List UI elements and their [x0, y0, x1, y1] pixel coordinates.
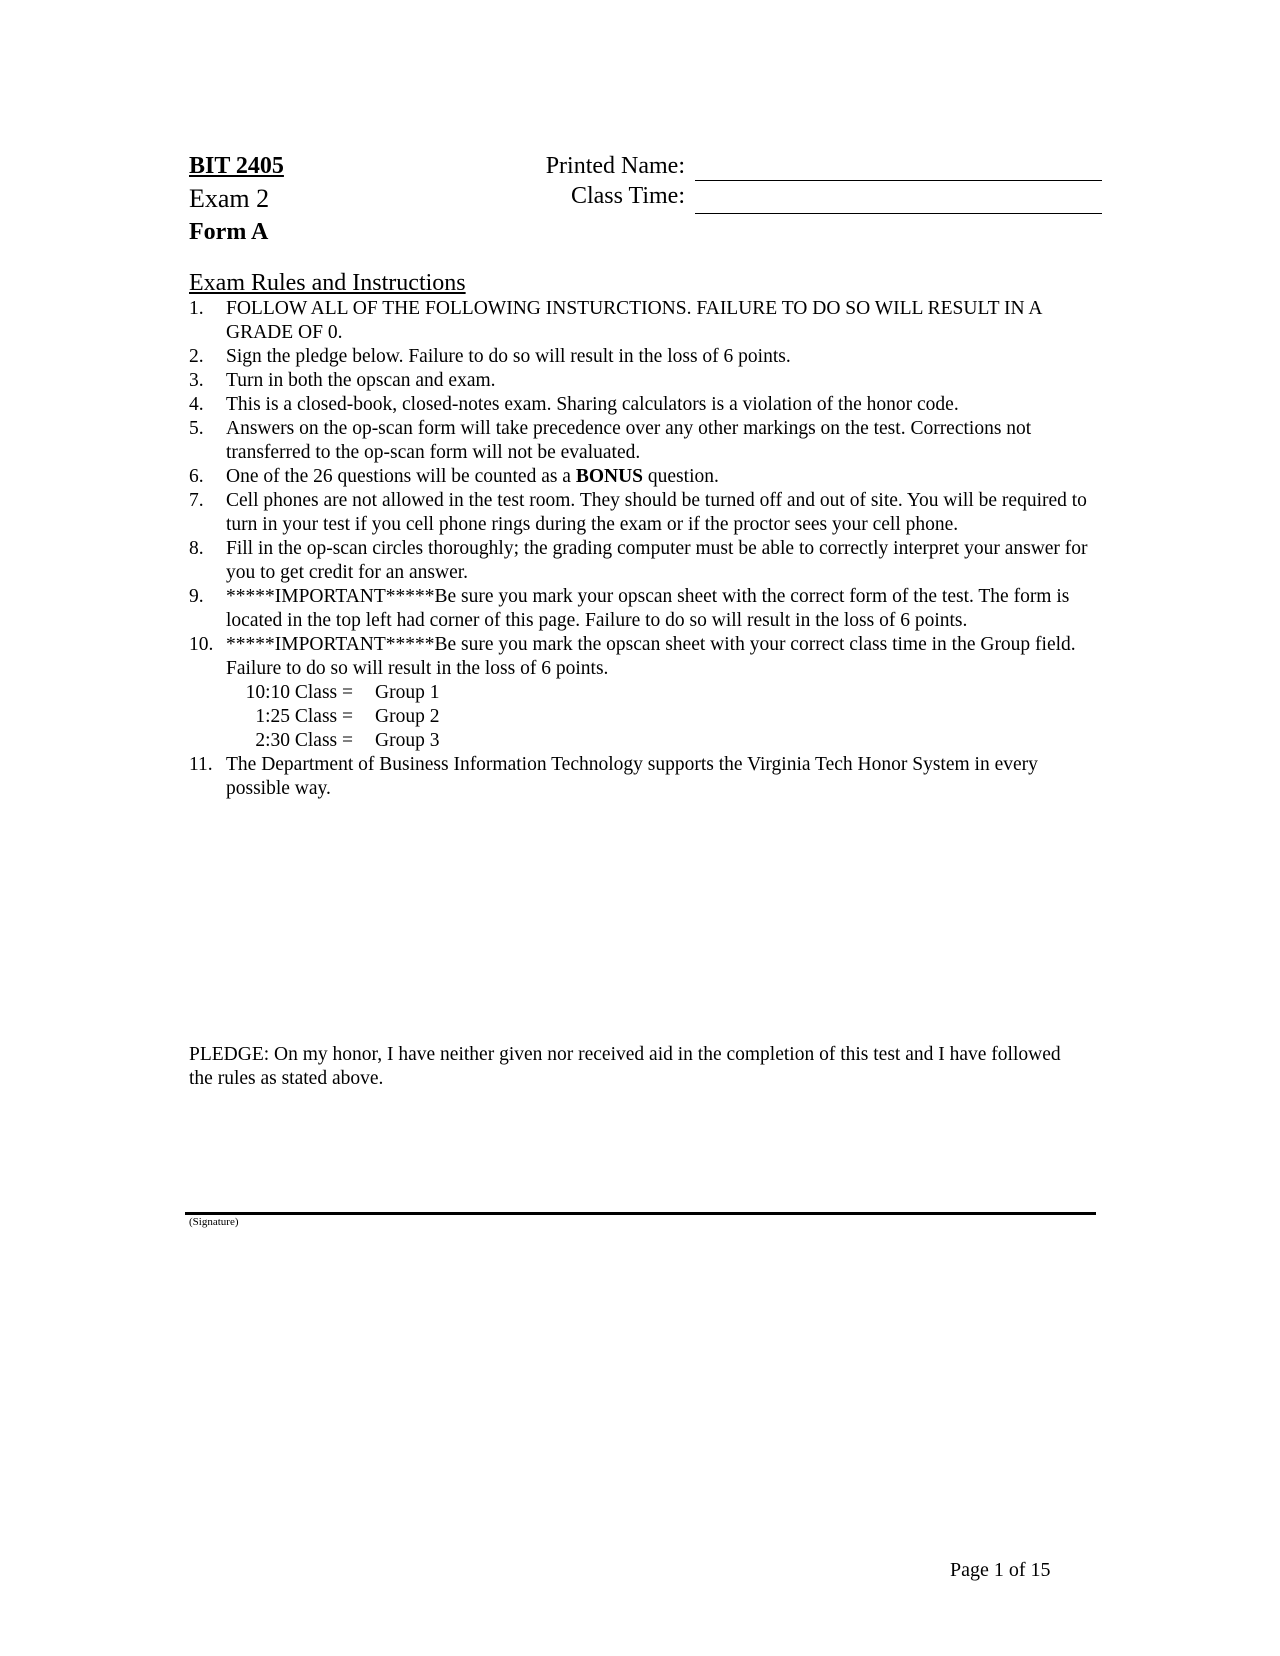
rule-text: This is a closed-book, closed-notes exam. Sharing calculators is a violation of the honor code. — [226, 394, 959, 415]
rule-text: FOLLOW ALL OF THE FOLLOWING INSTURCTIONS. FAILURE TO DO SO WILL RESULT IN A GRADE OF 0. — [226, 298, 1042, 343]
rule-item — [189, 633, 1094, 681]
rule-number: 6. — [189, 466, 204, 487]
group-cell: Group 1 — [375, 682, 440, 703]
rule-text: The Department of Business Information Technology supports the Virginia Tech Honor System in every possible way. — [226, 754, 1038, 799]
bonus-emphasis: BONUS — [575, 466, 644, 487]
rule-text — [226, 465, 1094, 489]
rule-text: *****IMPORTANT*****Be sure you mark your opscan sheet with the correct form of the test. The form is located in the top left had corner of this page. Failure to do so will result in the loss of 6 points. — [226, 586, 1070, 631]
rule-number: 11. — [189, 754, 213, 775]
course-code: BIT 2405 — [189, 153, 284, 179]
signature-label: (Signature) — [189, 1216, 239, 1228]
rule-item — [189, 345, 1094, 369]
exam-name: Exam 2 — [189, 184, 270, 213]
rule-text-part: One of the 26 questions will be counted as a — [226, 466, 576, 487]
signature-line — [185, 1212, 1096, 1215]
class-time-line — [695, 213, 1102, 214]
rule-text: Fill in the op-scan circles thoroughly; the grading computer must be able to correctly interpret your answer for you to get credit for an answer. — [226, 538, 1088, 583]
rules-heading: Exam Rules and Instructions — [189, 270, 466, 296]
rule-text: Sign the pledge below. Failure to do so will result in the loss of 6 points. — [226, 346, 791, 367]
rule-text-part: question. — [643, 466, 719, 487]
rule-item — [189, 369, 1094, 393]
page-number: Page 1 of 15 — [950, 1559, 1051, 1581]
rule-number: 2. — [189, 346, 204, 367]
class-time-cell: 10:10 Class = — [245, 682, 353, 703]
rule-number: 4. — [189, 394, 204, 415]
rule-number: 5. — [189, 418, 204, 439]
rule-item — [189, 297, 1094, 345]
rule-item — [189, 489, 1094, 537]
honor-pledge: PLEDGE: On my honor, I have neither given nor received aid in the completion of this test and I have followed the rules as stated above. — [189, 1044, 1061, 1089]
rule-number: 8. — [189, 538, 204, 559]
group-cell: Group 3 — [375, 730, 440, 751]
printed-name-label: Printed Name: — [545, 153, 685, 179]
printed-name-line — [695, 180, 1102, 181]
class-group-row — [226, 681, 439, 705]
rule-item — [189, 753, 1094, 801]
class-group-table — [226, 681, 439, 753]
class-group-row — [226, 729, 439, 753]
class-time-cell: 1:25 Class = — [255, 706, 353, 727]
rule-text: *****IMPORTANT*****Be sure you mark the opscan sheet with your correct class time in the Group field. Failure to do so will result in the loss of 6 points. — [226, 634, 1076, 679]
class-group-row — [226, 705, 439, 729]
rule-item — [189, 417, 1094, 465]
group-cell: Group 2 — [375, 706, 440, 727]
rules-list — [189, 297, 1094, 801]
rule-text: Answers on the op-scan form will take precedence over any other markings on the test. Corrections not transferred to the op-scan form will not be evaluated. — [226, 418, 1032, 463]
rule-number: 7. — [189, 490, 204, 511]
rule-number: 3. — [189, 370, 204, 391]
rule-item — [189, 537, 1094, 585]
rule-number: 1. — [189, 298, 204, 319]
rule-number: 10. — [189, 634, 214, 655]
rule-number: 9. — [189, 586, 204, 607]
class-time-label: Class Time: — [570, 183, 685, 209]
rule-item — [189, 465, 1094, 489]
rule-text: Turn in both the opscan and exam. — [226, 370, 496, 391]
exam-form: Form A — [189, 219, 269, 245]
rule-item — [189, 585, 1094, 633]
class-time-cell: 2:30 Class = — [255, 730, 353, 751]
rule-item — [189, 393, 1094, 417]
rule-text: Cell phones are not allowed in the test room. They should be turned off and out of site. You will be required to turn in your test if you cell phone rings during the exam or if the proctor sees your cell phone. — [226, 490, 1087, 535]
